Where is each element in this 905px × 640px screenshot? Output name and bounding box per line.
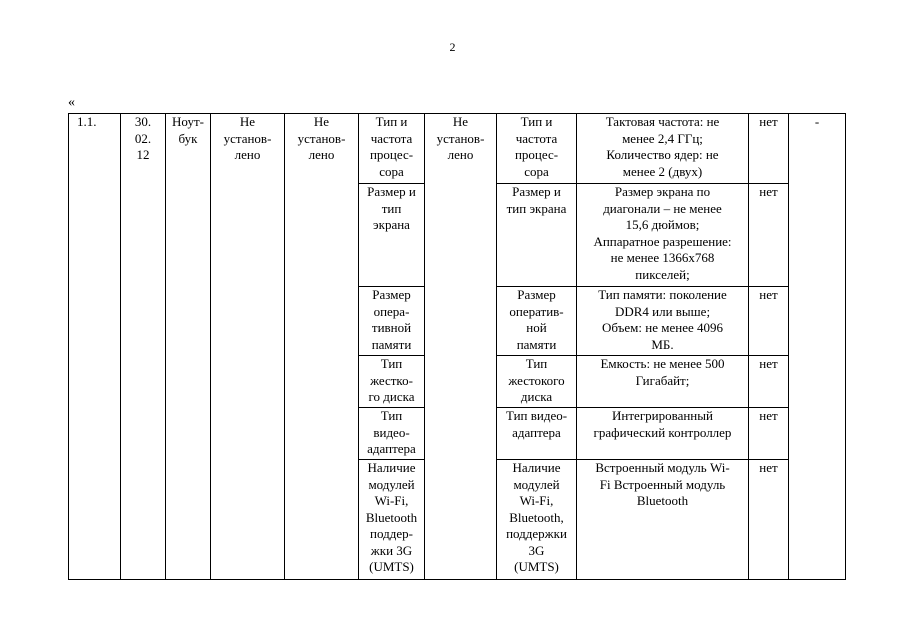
characteristic-name-2: Наличие модулей Wi-Fi, Bluetooth, поддержки 3G (UMTS) xyxy=(497,460,577,580)
characteristic-flag: нет xyxy=(749,356,789,408)
characteristic-name: Тип жестко- го диска xyxy=(359,356,425,408)
characteristic-name-2: Тип видео- адаптера xyxy=(497,408,577,460)
characteristic-flag: нет xyxy=(749,114,789,184)
opening-quote: « xyxy=(68,95,75,110)
characteristic-name-2: Тип жестокого диска xyxy=(497,356,577,408)
col7-value: Не установ- лено xyxy=(436,114,485,162)
col7-cell xyxy=(425,114,497,580)
product-name: Ноут- бук xyxy=(172,114,204,146)
characteristic-flag: нет xyxy=(749,184,789,287)
characteristic-name-2: Тип и частота процес- сора xyxy=(497,114,577,184)
characteristic-flag: нет xyxy=(749,287,789,356)
characteristic-value: Размер экрана по диагонали – не менее 15,6 дюймов; Аппаратное разрешение: не менее 1366х768 пикселей; xyxy=(577,184,749,287)
product-name-cell xyxy=(166,114,211,580)
item-number: 1.1. xyxy=(77,114,97,129)
characteristic-value: Интегрированный графический контроллер xyxy=(577,408,749,460)
characteristic-name: Наличие модулей Wi-Fi, Bluetooth поддер- жки 3G (UMTS) xyxy=(359,460,425,580)
characteristic-value: Встроенный модуль Wi- Fi Встроенный модуль Bluetooth xyxy=(577,460,749,580)
item-number-cell xyxy=(69,114,121,580)
code-cell xyxy=(121,114,166,580)
characteristic-value: Емкость: не менее 500 Гигабайт; xyxy=(577,356,749,408)
col4-cell xyxy=(211,114,285,580)
specification-table xyxy=(68,113,846,580)
characteristic-value: Тактовая частота: не менее 2,4 ГГц; Количество ядер: не менее 2 (двух) xyxy=(577,114,749,184)
col5-value: Не установ- лено xyxy=(297,114,346,162)
characteristic-value: Тип памяти: поколение DDR4 или выше; Объем: не менее 4096 МБ. xyxy=(577,287,749,356)
last-col-cell xyxy=(789,114,846,580)
table-row xyxy=(69,114,846,184)
code: 30. 02. 12 xyxy=(134,114,152,162)
col5-cell xyxy=(285,114,359,580)
characteristic-name-2: Размер и тип экрана xyxy=(497,184,577,287)
characteristic-name: Размер и тип экрана xyxy=(359,184,425,287)
col4-value: Не установ- лено xyxy=(223,114,272,162)
characteristic-name: Тип и частота процес- сора xyxy=(359,114,425,184)
characteristic-flag: нет xyxy=(749,408,789,460)
last-col-value: - xyxy=(814,114,820,129)
characteristic-flag: нет xyxy=(749,460,789,580)
characteristic-name-2: Размер оператив- ной памяти xyxy=(497,287,577,356)
page-number: 2 xyxy=(449,40,456,54)
characteristic-name: Тип видео- адаптера xyxy=(359,408,425,460)
characteristic-name: Размер опера- тивной памяти xyxy=(359,287,425,356)
